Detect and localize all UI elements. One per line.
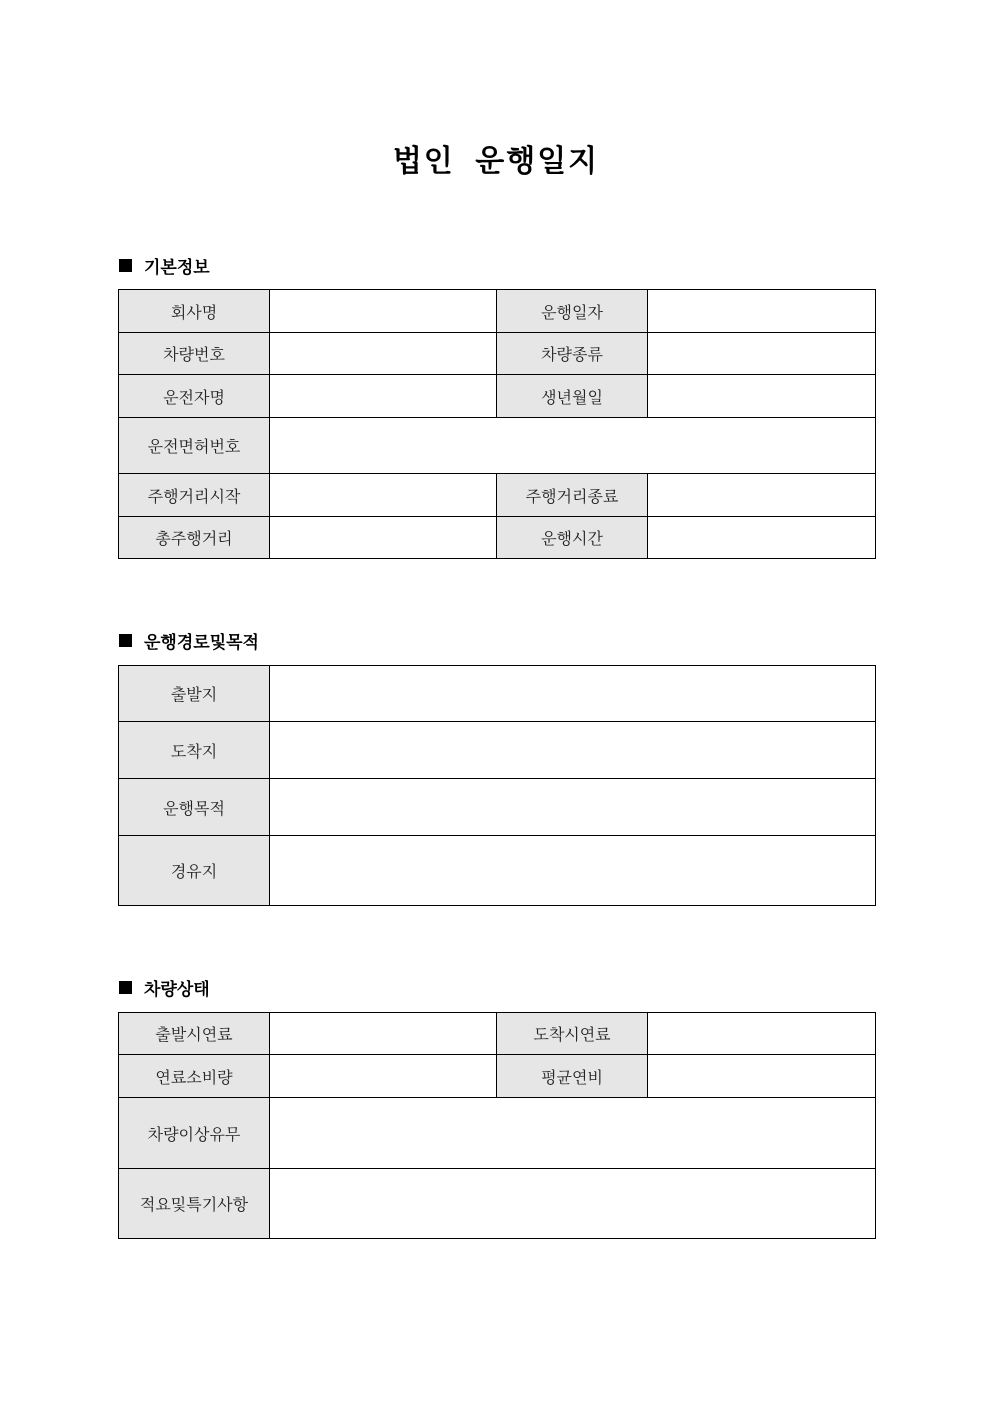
vehicle-type-label: 차량종류 — [497, 333, 648, 375]
basic-info-table — [118, 289, 876, 559]
departure-label: 출발지 — [119, 666, 270, 722]
departure-field[interactable] — [270, 666, 876, 722]
fuel-arrival-field[interactable] — [648, 1013, 876, 1055]
section-heading-vehicle-status — [119, 976, 210, 998]
square-bullet-icon — [119, 259, 132, 272]
operation-time-field[interactable] — [648, 517, 876, 559]
fuel-arrival-label: 도착시연료 — [497, 1013, 648, 1055]
vehicle-number-label: 차량번호 — [119, 333, 270, 375]
route-purpose-table — [118, 665, 876, 906]
vehicle-number-field[interactable] — [270, 333, 497, 375]
table-row — [119, 722, 876, 779]
section-heading-route-purpose — [119, 629, 259, 651]
square-bullet-icon — [119, 981, 132, 994]
fuel-consumption-field[interactable] — [270, 1055, 497, 1098]
purpose-label: 운행목적 — [119, 779, 270, 836]
square-bullet-icon — [119, 634, 132, 647]
mileage-start-label: 주행거리시작 — [119, 474, 270, 517]
document-title: 법인 운행일지 — [392, 144, 600, 179]
table-row — [119, 375, 876, 418]
table-row — [119, 333, 876, 375]
section-heading-label: 기본정보 — [144, 257, 210, 278]
table-row — [119, 1169, 876, 1239]
mileage-end-field[interactable] — [648, 474, 876, 517]
waypoints-field[interactable] — [270, 836, 876, 906]
birth-date-field[interactable] — [648, 375, 876, 418]
purpose-field[interactable] — [270, 779, 876, 836]
table-row — [119, 517, 876, 559]
operation-date-label: 운행일자 — [497, 290, 648, 333]
driver-name-field[interactable] — [270, 375, 497, 418]
license-number-field[interactable] — [270, 418, 876, 474]
avg-fuel-efficiency-label: 평균연비 — [497, 1055, 648, 1098]
fuel-departure-label: 출발시연료 — [119, 1013, 270, 1055]
birth-date-label: 생년월일 — [497, 375, 648, 418]
mileage-start-field[interactable] — [270, 474, 497, 517]
avg-fuel-efficiency-field[interactable] — [648, 1055, 876, 1098]
section-heading-label: 운행경로및목적 — [144, 632, 259, 653]
fuel-consumption-label: 연료소비량 — [119, 1055, 270, 1098]
license-number-label: 운전면허번호 — [119, 418, 270, 474]
driver-name-label: 운전자명 — [119, 375, 270, 418]
operation-date-field[interactable] — [648, 290, 876, 333]
table-row — [119, 474, 876, 517]
remarks-label: 적요및특기사항 — [119, 1169, 270, 1239]
operation-time-label: 운행시간 — [497, 517, 648, 559]
remarks-field[interactable] — [270, 1169, 876, 1239]
fuel-departure-field[interactable] — [270, 1013, 497, 1055]
section-heading-basic-info — [119, 254, 210, 276]
section-heading-label: 차량상태 — [144, 979, 210, 1000]
table-row — [119, 779, 876, 836]
mileage-end-label: 주행거리종료 — [497, 474, 648, 517]
table-row — [119, 1013, 876, 1055]
table-row — [119, 836, 876, 906]
table-row — [119, 418, 876, 474]
vehicle-type-field[interactable] — [648, 333, 876, 375]
table-row — [119, 666, 876, 722]
table-row — [119, 290, 876, 333]
vehicle-issues-label: 차량이상유무 — [119, 1098, 270, 1169]
table-row — [119, 1098, 876, 1169]
destination-label: 도착지 — [119, 722, 270, 779]
destination-field[interactable] — [270, 722, 876, 779]
company-name-field[interactable] — [270, 290, 497, 333]
table-row — [119, 1055, 876, 1098]
vehicle-issues-field[interactable] — [270, 1098, 876, 1169]
waypoints-label: 경유지 — [119, 836, 270, 906]
total-mileage-label: 총주행거리 — [119, 517, 270, 559]
company-name-label: 회사명 — [119, 290, 270, 333]
total-mileage-field[interactable] — [270, 517, 497, 559]
vehicle-status-table — [118, 1012, 876, 1239]
